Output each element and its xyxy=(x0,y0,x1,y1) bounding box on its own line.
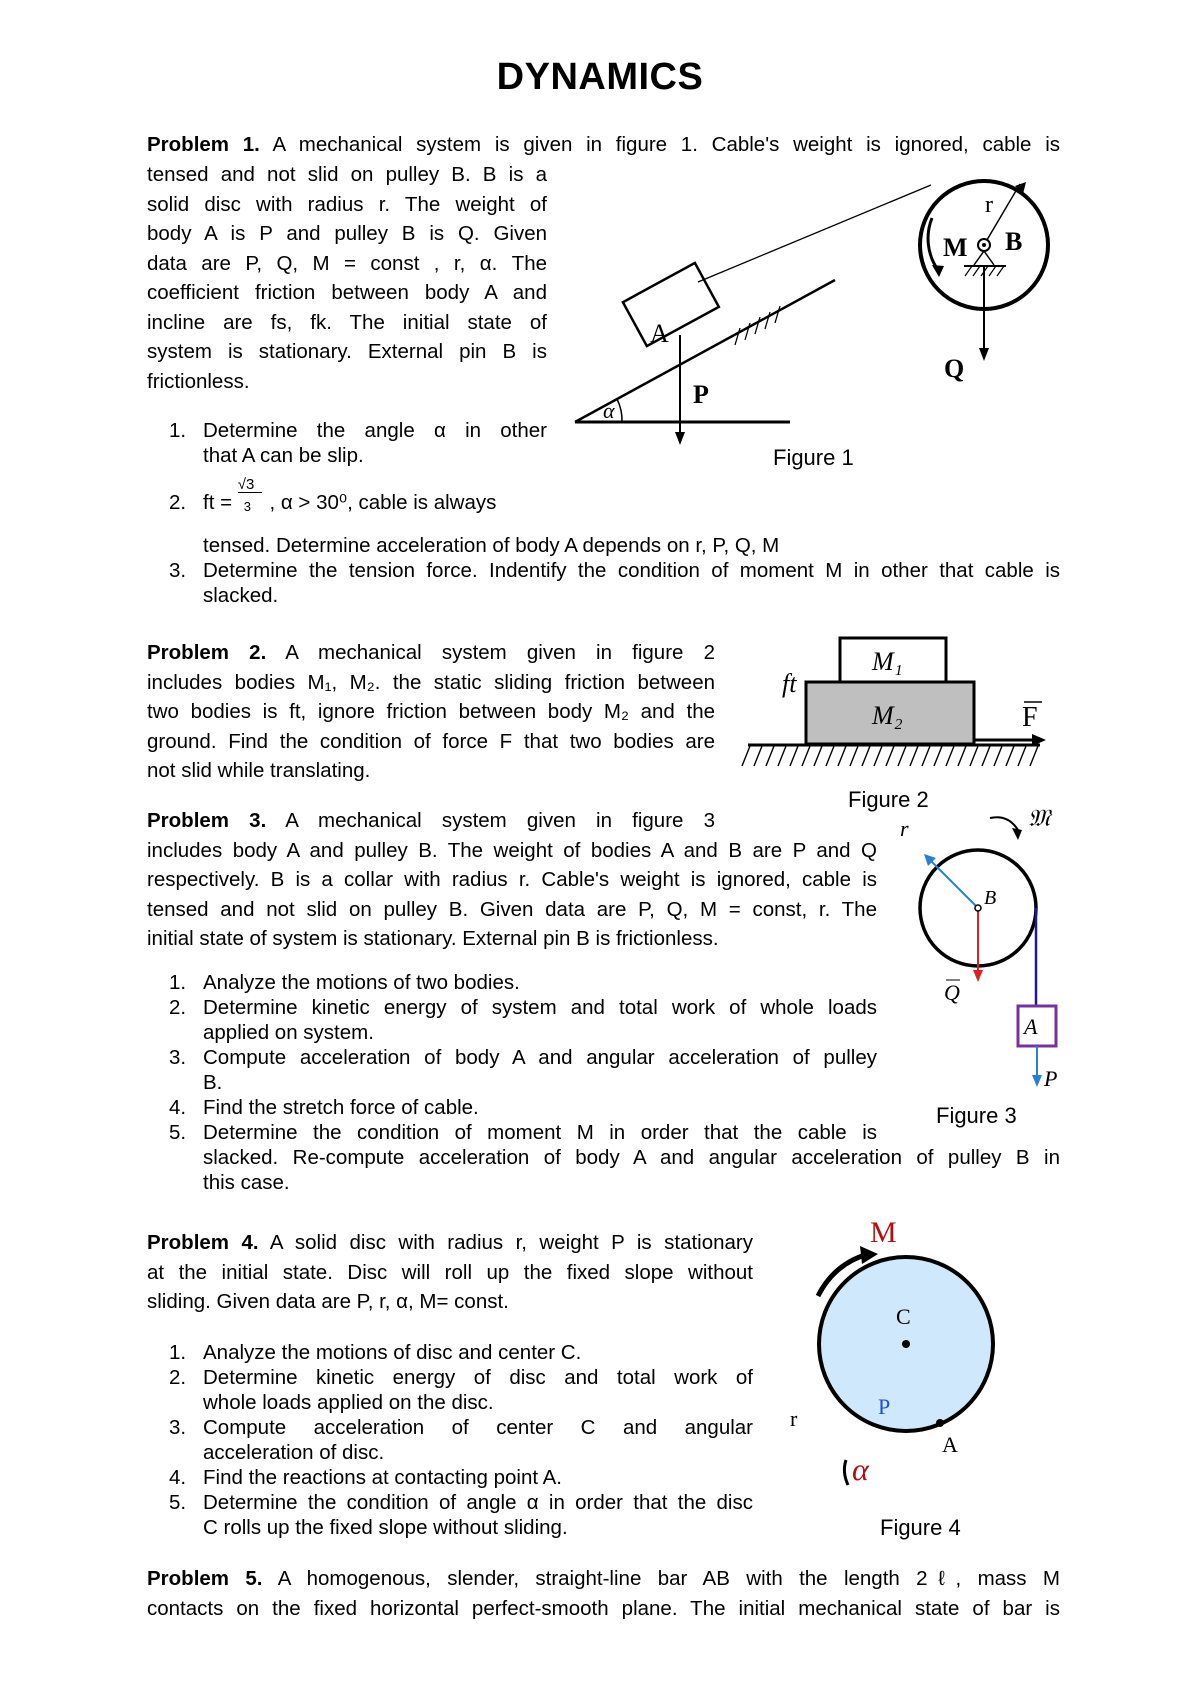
force-p-label: P xyxy=(693,380,709,409)
problem-3-label: Problem 3. xyxy=(147,809,267,832)
question-item: 5. Determine the condition of angle α in order that the disc C rolls up the fixed slope without sliding. xyxy=(169,1491,753,1539)
problem-5-text: Problem 5. A homogenous, slender, straight-line bar AB with the length 2ℓ, mass M contacts on the fixed horizontal perfect-smooth plane. The initial mechanical state of bar is xyxy=(147,1564,1060,1623)
moment-m-label: M xyxy=(943,233,968,262)
fraction-bar xyxy=(238,492,262,493)
figure-3 xyxy=(880,800,1080,1090)
center-c-dot xyxy=(902,1340,910,1348)
problem-1-line: system is stationary. External pin B is xyxy=(147,340,547,363)
problem-2-line: two bodies is ft, ignore friction between body M₂ and the xyxy=(147,700,715,723)
problem-1-line: body A is P and pulley B is Q. Given xyxy=(147,222,547,245)
problem-4-text: Problem 4. A solid disc with radius r, weight P is stationary at the initial state. Disc will roll up the fixed slope without sliding. Given data are P, r, α, M= const. xyxy=(147,1228,753,1317)
question-item: 1. Determine the angle α in other that A can be slip. xyxy=(169,419,547,467)
block-a xyxy=(623,263,719,346)
ground-hatching xyxy=(742,746,1038,766)
figure-1-caption: Figure 1 xyxy=(773,445,854,470)
question-item: 5. Determine the condition of moment M in order that the cable is slacked. Re-compute acceleration of body A and angular acceleration of pulley B in this case. xyxy=(169,1121,1060,1194)
block-m2-label: M₂ xyxy=(872,701,903,730)
question-text: that A can be slip. xyxy=(203,444,364,467)
problem-2-line: not slid while translating. xyxy=(147,759,371,782)
problem-1-line: incline are fs, fk. The initial state of xyxy=(147,310,547,334)
friction-ft-label: ft xyxy=(782,669,797,698)
force-q-label: Q xyxy=(944,354,965,383)
problem-1-intro: A mechanical system is given in figure 1. Cable's weight is ignored, cable is xyxy=(272,133,1060,156)
force-q-arrowhead xyxy=(979,348,989,361)
question-item: 1. Analyze the motions of two bodies. xyxy=(169,971,520,994)
document-title: DYNAMICS xyxy=(496,56,704,98)
incline-hatching xyxy=(735,306,780,345)
problem-1-line: coefficient friction between body A and xyxy=(147,281,547,304)
problem-4-line: sliding. Given data are P, r, α, M= const. xyxy=(147,1290,509,1313)
problem-5-line: contacts on the fixed horizontal perfect-smooth plane. The initial mechanical state of bar is xyxy=(147,1596,1060,1620)
problem-2-line: includes bodies M₁, M₂. the static sliding friction between xyxy=(147,670,715,694)
center-c-label: C xyxy=(896,1304,911,1329)
question-item: 2. Determine kinetic energy of system and total work of whole loads applied on system. xyxy=(169,996,877,1044)
pulley-b-label: B xyxy=(984,887,997,909)
weight-p-label: P xyxy=(878,1394,891,1419)
cable xyxy=(698,185,931,282)
figure-4 xyxy=(790,1210,1040,1510)
question-item: 3. Determine the tension force. Indentify the condition of moment M in other that cable is slacked. xyxy=(169,559,1060,607)
moment-arc xyxy=(990,817,1018,830)
problem-5-label: Problem 5. xyxy=(147,1567,263,1590)
block-a-label: A xyxy=(1024,1014,1038,1039)
problem-3-line: respectively. B is a collar with radius r. Cable's weight is ignored, cable is xyxy=(147,868,877,891)
figure-1 xyxy=(560,170,1080,460)
alpha-label: α xyxy=(603,398,615,423)
problem-1-line: solid disc with radius r. The weight of xyxy=(147,192,547,216)
question-item: 2. Determine kinetic energy of disc and total work of whole loads applied on the disc. xyxy=(169,1366,753,1414)
problem-4-label: Problem 4. xyxy=(147,1231,259,1254)
problem-4-questions xyxy=(147,1340,753,1540)
problem-1-line: frictionless. xyxy=(147,369,250,393)
question-text: Determine the tension force. Indentify the condition of moment M in other that cable is xyxy=(203,559,1060,582)
question-item: 1. Analyze the motions of disc and center C. xyxy=(169,1341,582,1364)
moment-m-label: M xyxy=(870,1216,897,1249)
problem-2-line: ground. Find the condition of force F that two bodies are xyxy=(147,729,715,753)
question-text: Determine the angle α in other xyxy=(203,419,547,442)
problem-4-line: at the initial state. Disc will roll up the fixed slope without xyxy=(147,1260,753,1284)
question-text: slacked. xyxy=(203,584,279,607)
radius-label: r xyxy=(790,1406,798,1431)
problem-3-line: tensed and not slid on pulley B. Given data are P, Q, M = const, r. The xyxy=(147,897,877,921)
question-item: 4. Find the stretch force of cable. xyxy=(169,1096,479,1119)
problem-3-line: includes body A and pulley B. The weight of bodies A and B are P and Q xyxy=(147,838,877,862)
block-a-label: A xyxy=(650,319,669,348)
fraction-numerator: √3 xyxy=(237,475,255,493)
figure-3-caption: Figure 3 xyxy=(936,1103,1017,1128)
block-m1-label: M₁ xyxy=(872,647,903,676)
figure-2 xyxy=(740,628,1060,778)
contact-a-dot xyxy=(936,1419,944,1427)
alpha-arc xyxy=(844,1460,848,1485)
moment-m-label: 𝔐 xyxy=(1028,806,1051,832)
force-p-label: P xyxy=(1044,1066,1058,1090)
problem-1-label: Problem 1. xyxy=(147,133,260,156)
question-text: , α > 30⁰, cable is always xyxy=(269,491,497,514)
moment-arrowhead xyxy=(1012,828,1022,840)
ft-symbol: ft = xyxy=(203,491,233,514)
figure-4-caption: Figure 4 xyxy=(880,1515,961,1540)
problem-3-line: initial state of system is stationary. External pin B is frictionless. xyxy=(147,927,719,950)
problem-2-text: Problem 2. A mechanical system given in figure 2 includes bodies M₁, M₂. the static sliding friction between two bodies is ft, ignore friction between body M₂ and the ground. Find the condition of force F that two bodies are not slid while translating. xyxy=(147,638,715,786)
problem-1-line: data are P, Q, M = const , r, α. The xyxy=(147,251,547,275)
figure-2-caption: Figure 2 xyxy=(848,787,929,812)
problem-1-body xyxy=(147,160,547,396)
problem-1-line: tensed and not slid on pulley B. B is a xyxy=(147,163,547,186)
contact-a-label: A xyxy=(942,1432,958,1457)
problem-3-text: Problem 3. A mechanical system given in figure 3 includes body A and pulley B. The weight of bodies A and B are P and Q respectively. B is a collar with radius r. Cable's weight is ignored, cable is tensed and not slid on pulley B. Given data are P, Q, M = const, r. The initial state of system is stationary. External pin B is frictionless. xyxy=(147,806,877,954)
radius-label: r xyxy=(900,816,909,841)
pin-b xyxy=(975,905,981,911)
question-item: 3. Compute acceleration of center C and angular acceleration of disc. xyxy=(169,1416,753,1464)
question-text-cont: tensed. Determine acceleration of body A depends on r, P, Q, M xyxy=(203,534,780,557)
pulley-b-label: B xyxy=(1005,227,1023,256)
sqrt3-fraction xyxy=(237,475,264,514)
question-item: 4. Find the reactions at contacting point A. xyxy=(169,1466,562,1489)
question-item: 3. Compute acceleration of body A and angular acceleration of pulley B. xyxy=(169,1046,877,1094)
force-p-arrowhead xyxy=(675,432,685,445)
problem-2-label: Problem 2. xyxy=(147,641,267,664)
force-p-arrowhead xyxy=(1032,1075,1042,1087)
question-item: 2. ft = $\frac{√3}{3}$ , α > 30⁰, cable is always xyxy=(147,490,547,515)
alpha-arc xyxy=(617,399,622,422)
fraction-denominator: 3 xyxy=(243,498,251,514)
radius-label: r xyxy=(985,192,993,218)
force-q-arrowhead xyxy=(973,970,983,982)
alpha-label: α xyxy=(852,1451,869,1487)
force-f-label: F xyxy=(1022,702,1038,733)
problem-1-first-line xyxy=(147,130,1060,160)
force-q-label: Q xyxy=(944,980,960,1005)
